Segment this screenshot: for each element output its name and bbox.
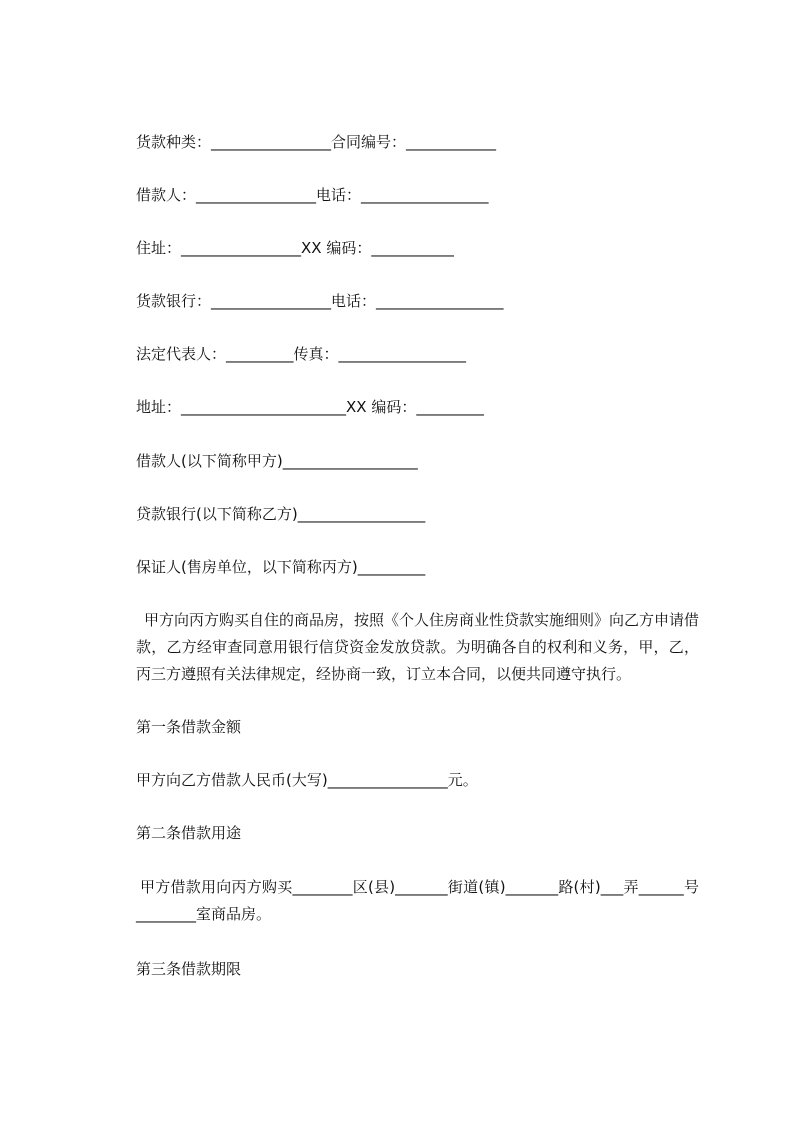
field-party-a: 借款人(以下简称甲方)__________________ bbox=[136, 452, 418, 470]
field-bank: 货款银行：________________电话：_________________ bbox=[136, 292, 504, 310]
article-1-title: 第一条借款金额 bbox=[136, 718, 242, 736]
field-party-b: 贷款银行(以下简称乙方)_________________ bbox=[136, 505, 426, 523]
field-borrower: 借款人：________________电话：_________________ bbox=[136, 186, 489, 204]
field-bank-address: 地址：______________________XX 编码：_________ bbox=[136, 398, 484, 416]
article-1-body: 甲方向乙方借款人民币(大写)________________元。 bbox=[136, 771, 478, 789]
field-party-c: 保证人(售房单位，以下简称丙方)_________ bbox=[136, 558, 426, 576]
field-loan-type: 货款种类：________________合同编号：____________ bbox=[136, 133, 497, 151]
field-address: 住址：________________XX 编码：___________ bbox=[136, 239, 454, 257]
intro-paragraph: 甲方向丙方购买自住的商品房，按照《个人住房商业性贷款实施细则》向乙方申请借款，乙方经审查同意用银行信贷资金发放贷款。为明确各自的权利和义务，甲，乙，丙三方遵照有关法律规定，经协商一致，订立本合同，以便共同遵守执行。 bbox=[136, 611, 700, 683]
field-legal-rep: 法定代表人：_________传真：_________________ bbox=[136, 345, 467, 363]
article-2-body: 甲方借款用向丙方购买________区(县)_______街道(镇)_______路(村)___弄______号________室商品房。 bbox=[136, 878, 699, 923]
article-3-title: 第三条借款期限 bbox=[136, 960, 242, 978]
article-2-title: 第二条借款用途 bbox=[136, 824, 242, 842]
